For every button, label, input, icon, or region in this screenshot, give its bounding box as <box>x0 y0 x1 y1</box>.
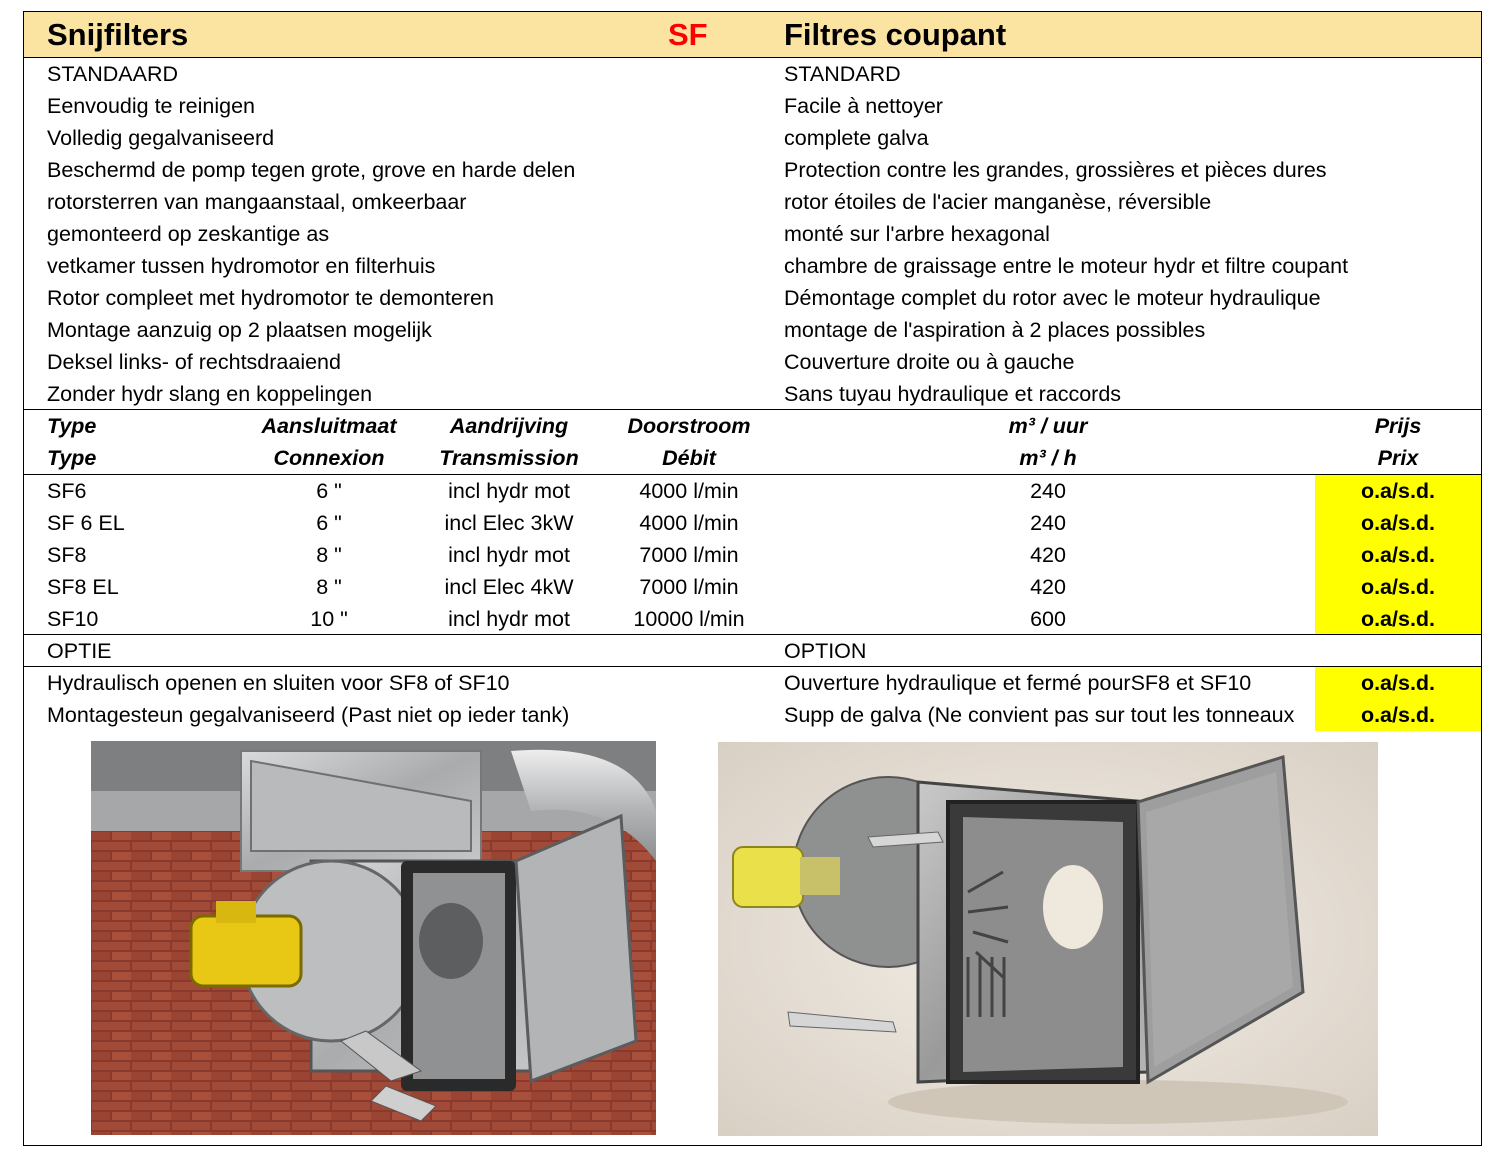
feature-row <box>24 218 1481 250</box>
cell-price: o.a/s.d. <box>1315 539 1481 571</box>
feature-fr: Sans tuyau hydraulique et raccords <box>784 382 1122 406</box>
cell-m3: 420 <box>1030 543 1066 567</box>
cell-flow: 4000 l/min <box>639 479 739 503</box>
col-m3: m³ / uur <box>1008 414 1088 438</box>
feature-row <box>24 250 1481 282</box>
render-sf-filter-open <box>718 742 1378 1136</box>
feature-nl: Rotor compleet met hydromotor te demonteren <box>47 286 494 310</box>
table-row <box>24 507 1481 539</box>
feature-fr: Couverture droite ou à gauche <box>784 350 1075 374</box>
cell-connection: 10 " <box>310 607 348 631</box>
feature-fr: rotor étoiles de l'acier manganèse, réversible <box>784 190 1212 214</box>
option-price: o.a/s.d. <box>1315 699 1481 731</box>
feature-nl: Volledig gegalvaniseerd <box>47 126 275 150</box>
cell-type: SF8 EL <box>47 575 119 599</box>
feature-fr: complete galva <box>784 126 929 150</box>
table-header-nl <box>24 410 1481 442</box>
options-title-row <box>24 635 1481 667</box>
option-fr: Supp de galva (Ne convient pas sur tout les tonneaux <box>784 703 1295 727</box>
col-type: Type <box>47 414 97 438</box>
feature-row <box>24 378 1481 410</box>
cell-connection: 8 " <box>316 575 342 599</box>
cell-m3: 420 <box>1030 575 1066 599</box>
cell-type: SF 6 EL <box>47 511 125 535</box>
options-title-fr: OPTION <box>784 639 867 663</box>
cell-connection: 6 " <box>316 511 342 535</box>
cell-drive: incl Elec 3kW <box>444 511 574 535</box>
table-row <box>24 571 1481 603</box>
option-fr: Ouverture hydraulique et fermé pourSF8 et SF10 <box>784 671 1252 695</box>
table-row <box>24 603 1481 635</box>
cell-price: o.a/s.d. <box>1315 475 1481 507</box>
title-nl: Snijfilters <box>47 17 189 52</box>
feature-fr: Facile à nettoyer <box>784 94 943 118</box>
feature-nl: Beschermd de pomp tegen grote, grove en harde delen <box>47 158 576 182</box>
feature-row <box>24 154 1481 186</box>
cell-connection: 6 " <box>316 479 342 503</box>
feature-nl: rotorsterren van mangaanstaal, omkeerbaar <box>47 190 467 214</box>
feature-nl: Zonder hydr slang en koppelingen <box>47 382 373 406</box>
feature-row <box>24 90 1481 122</box>
cell-price: o.a/s.d. <box>1315 507 1481 539</box>
feature-fr: montage de l'aspiration à 2 places possibles <box>784 318 1206 342</box>
header-band <box>24 12 1481 58</box>
cell-flow: 4000 l/min <box>639 511 739 535</box>
feature-row <box>24 314 1481 346</box>
col-type: Type <box>47 446 97 470</box>
cell-type: SF6 <box>47 479 87 503</box>
cell-flow: 10000 l/min <box>633 607 745 631</box>
feature-nl: Deksel links- of rechtsdraaiend <box>47 350 341 374</box>
col-drive: Transmission <box>439 446 579 470</box>
cell-flow: 7000 l/min <box>639 575 739 599</box>
price-sheet <box>23 11 1482 1146</box>
feature-fr: Démontage complet du rotor avec le moteur hydraulique <box>784 286 1321 310</box>
col-m3: m³ / h <box>1019 446 1077 470</box>
col-flow: Doorstroom <box>627 414 751 438</box>
cell-flow: 7000 l/min <box>639 543 739 567</box>
photo-sf-filter-mounted <box>91 741 656 1135</box>
cell-drive: incl hydr mot <box>448 607 570 631</box>
col-flow: Débit <box>662 446 716 470</box>
feature-nl: Montage aanzuig op 2 plaatsen mogelijk <box>47 318 432 342</box>
col-drive: Aandrijving <box>449 414 569 438</box>
cell-price: o.a/s.d. <box>1315 603 1481 635</box>
feature-row <box>24 58 1481 90</box>
feature-nl: STANDAARD <box>47 62 179 86</box>
cell-connection: 8 " <box>316 543 342 567</box>
feature-fr: chambre de graissage entre le moteur hydr et filtre coupant <box>784 254 1349 278</box>
options-title-nl: OPTIE <box>47 639 112 663</box>
cell-drive: incl hydr mot <box>448 479 570 503</box>
cell-type: SF10 <box>47 607 99 631</box>
table-row <box>24 475 1481 507</box>
col-connection: Connexion <box>273 446 385 470</box>
feature-row <box>24 346 1481 378</box>
cell-m3: 240 <box>1030 511 1066 535</box>
col-price: Prijs <box>1374 414 1422 438</box>
option-nl: Hydraulisch openen en sluiten voor SF8 of SF10 <box>47 671 510 695</box>
feature-row <box>24 122 1481 154</box>
feature-fr: STANDARD <box>784 62 901 86</box>
cell-price: o.a/s.d. <box>1315 571 1481 603</box>
feature-nl: gemonteerd op zeskantige as <box>47 222 330 246</box>
product-code: SF <box>668 17 708 52</box>
cell-type: SF8 <box>47 543 87 567</box>
option-nl: Montagesteun gegalvaniseerd (Past niet op ieder tank) <box>47 703 570 727</box>
option-row <box>24 699 1481 731</box>
option-price: o.a/s.d. <box>1315 667 1481 699</box>
cell-drive: incl hydr mot <box>448 543 570 567</box>
table-header-fr <box>24 442 1481 474</box>
cell-drive: incl Elec 4kW <box>444 575 574 599</box>
table-row <box>24 539 1481 571</box>
cell-m3: 240 <box>1030 479 1066 503</box>
feature-nl: vetkamer tussen hydromotor en filterhuis <box>47 254 436 278</box>
col-price: Prix <box>1377 446 1419 470</box>
feature-nl: Eenvoudig te reinigen <box>47 94 255 118</box>
feature-fr: Protection contre les grandes, grossières et pièces dures <box>784 158 1327 182</box>
feature-fr: monté sur l'arbre hexagonal <box>784 222 1050 246</box>
title-fr: Filtres coupant <box>784 17 1007 52</box>
col-connection: Aansluitmaat <box>261 414 397 438</box>
feature-row <box>24 186 1481 218</box>
cell-m3: 600 <box>1030 607 1066 631</box>
option-row <box>24 667 1481 699</box>
feature-row <box>24 282 1481 314</box>
